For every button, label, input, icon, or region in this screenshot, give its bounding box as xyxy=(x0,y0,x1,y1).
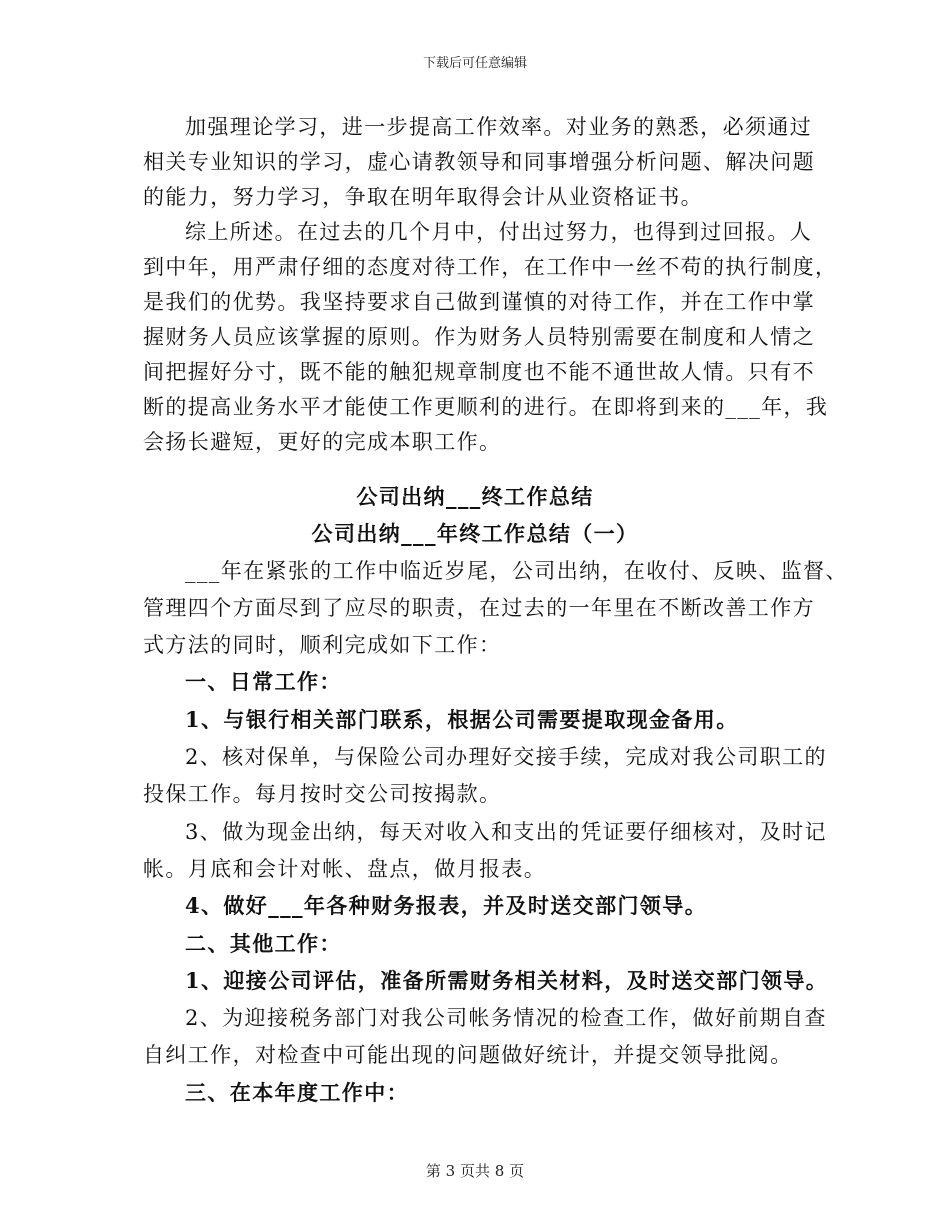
subheading: 一、日常工作： xyxy=(185,669,342,694)
subheading: 三、在本年度工作中： xyxy=(185,1080,409,1105)
paragraph-line: 到中年，用严肃仔细的态度对待工作，在工作中一丝不苟的执行制度， xyxy=(143,255,838,279)
paragraph-line: 的能力，努力学习，争取在明年取得会计从业资格证书。 xyxy=(143,185,703,209)
paragraph-line: 2、为迎接税务部门对我公司帐务情况的检查工作，做好前期自查 xyxy=(185,1006,827,1030)
paragraph-line: 式方法的同时，顺利完成如下工作： xyxy=(143,633,502,657)
paragraph-line: 会扬长避短，更好的完成本职工作。 xyxy=(143,430,502,454)
paragraph-line: ___年在紧张的工作中临近岁尾，公司出纳，在收付、反映、监督、 xyxy=(185,559,848,583)
paragraph-line: 帐。月底和会计对帐、盘点，做月报表。 xyxy=(143,857,547,881)
paragraph-line: 是我们的优势。我坚持要求自己做到谨慎的对待工作，并在工作中掌 xyxy=(143,290,815,314)
paragraph-line: 间把握好分寸，既不能的触犯规章制度也不能不通世故人情。只有不 xyxy=(143,360,815,384)
paragraph-line: 2、核对保单，与保险公司办理好交接手续，完成对我公司职工的 xyxy=(185,745,827,769)
paragraph-line: 加强理论学习，进一步提高工作效率。对业务的熟悉，必须通过 xyxy=(185,115,813,139)
page-header: 下载后可任意编辑 xyxy=(422,56,527,71)
paragraph-line: 投保工作。每月按时交公司按揭款。 xyxy=(143,782,502,806)
paragraph-line: 自纠工作，对检查中可能出现的问题做好统计，并提交领导批阅。 xyxy=(143,1043,793,1067)
paragraph-line: 3、做为现金出纳，每天对收入和支出的凭证要仔细核对，及时记 xyxy=(185,820,827,844)
list-item-bold: 1、迎接公司评估，准备所需财务相关材料，及时送交部门领导。 xyxy=(185,968,829,993)
subheading: 二、其他工作： xyxy=(185,931,342,956)
paragraph-line: 断的提高业务水平才能使工作更顺利的进行。在即将到来的___年，我 xyxy=(143,395,829,419)
paragraph-line: 管理四个方面尽到了应尽的职责，在过去的一年里在不断改善工作方 xyxy=(143,596,815,620)
document-title: 公司出纳___终工作总结 xyxy=(356,484,594,509)
list-item-bold: 4、做好___年各种财务报表，并及时送交部门领导。 xyxy=(185,893,708,918)
paragraph-line: 综上所述。在过去的几个月中，付出过努力，也得到过回报。人 xyxy=(185,220,813,244)
page-footer: 第 3 页共 8 页 xyxy=(425,1162,525,1180)
paragraph-line: 相关专业知识的学习，虚心请教领导和同事增强分析问题、解决问题 xyxy=(143,150,815,174)
list-item-bold: 1、与银行相关部门联系，根据公司需要提取现金备用。 xyxy=(185,707,739,732)
section-title: 公司出纳___年终工作总结（一） xyxy=(311,521,639,546)
paragraph-line: 握财务人员应该掌握的原则。作为财务人员特别需要在制度和人情之 xyxy=(143,325,815,349)
